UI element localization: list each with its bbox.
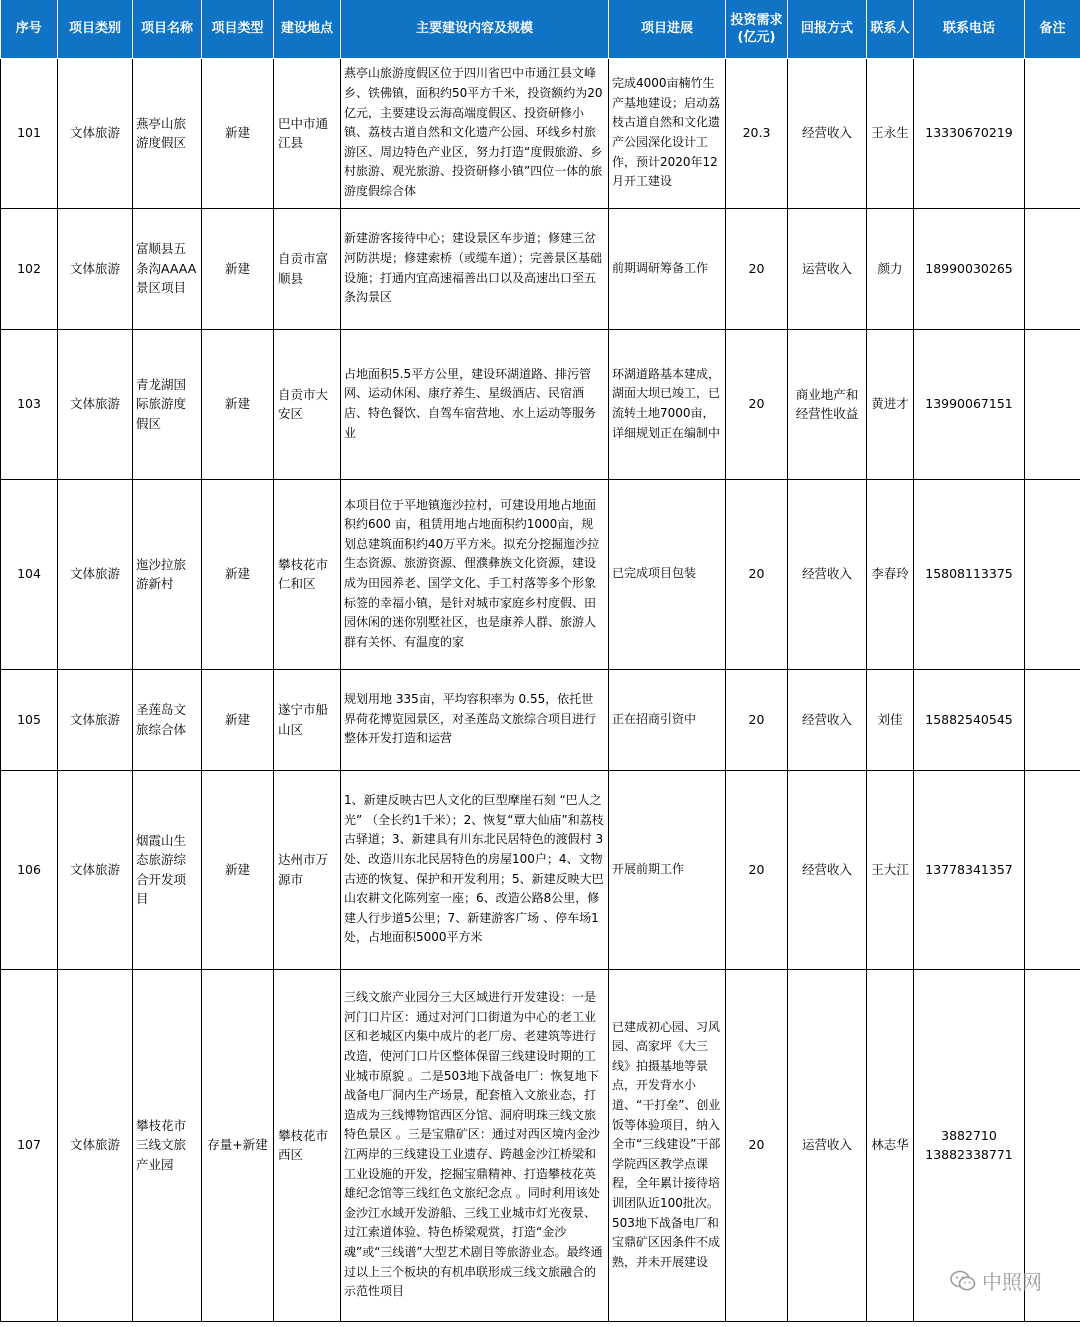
cell-remark	[1025, 329, 1080, 479]
cell-content: 规划用地 335亩，平均容积率为 0.55，依托世界荷花博览园景区，对圣莲岛文旅综合项目进行整体开发打造和运营	[341, 669, 609, 770]
header-remark: 备注	[1025, 0, 1080, 58]
cell-category: 文体旅游	[58, 770, 133, 969]
cell-name: 圣莲岛文旅综合体	[133, 669, 202, 770]
cell-category: 文体旅游	[58, 58, 133, 208]
cell-category: 文体旅游	[58, 969, 133, 1321]
cell-content: 1、新建反映古巴人文化的巨型摩崖石刻 “巴人之光” （全长约1千米）；2、恢复“覃大仙庙”和荔枝古驿道；3、新建具有川东北民居特色的渡假村 3处、改造川东北民居特色的房屋100户；4、文物古迹的恢复、保护和开发利用；5、新建反映大巴山农耕文化陈列室一座；6、改造公路8公里，修建人行步道5公里；7、新建游客广场 、停车场1处，占地面积5000平方米	[341, 770, 609, 969]
cell-content: 本项目位于平地镇迤沙拉村，可建设用地占地面积约600 亩，租赁用地占地面积约1000亩，规划总建筑面积约40万平方米。拟充分挖掘迤沙拉生态资源、旅游资源、俚濮彝族文化资源，建设成为田园养老、国学文化、手工村落等多个形象标签的幸福小镇，是针对城市家庭乡村度假、田园休闲的迷你别墅社区，也是康养人群、旅游人群有关怀、有温度的家	[341, 479, 609, 669]
cell-type: 新建	[202, 770, 274, 969]
cell-location: 遂宁市船山区	[274, 669, 341, 770]
cell-seq: 102	[1, 208, 58, 329]
cell-contact: 王大江	[867, 770, 914, 969]
table-row	[1, 669, 1080, 770]
header-return: 回报方式	[788, 0, 867, 58]
cell-contact: 李春玲	[867, 479, 914, 669]
cell-content: 占地面积5.5平方公里，建设环湖道路、排污管网、运动休闲、康疗养生、星级酒店、民宿酒店、特色餐饮、自驾车宿营地、水上运动等服务业	[341, 329, 609, 479]
cell-seq: 103	[1, 329, 58, 479]
cell-investment: 20	[726, 669, 788, 770]
header-type: 项目类型	[202, 0, 274, 58]
cell-type: 新建	[202, 58, 274, 208]
cell-phone: 18990030265	[914, 208, 1025, 329]
cell-phone: 13778341357	[914, 770, 1025, 969]
cell-content: 燕亭山旅游度假区位于四川省巴中市通江县文峰乡、铁佛镇，面积约50平方千米，投资额约为20亿元，主要建设云海高端度假区、投资研修小镇、荔枝古道自然和文化遗产公园、环线乡村旅游区、周边特色产业区，努力打造“度假旅游、乡村旅游、观光旅游、投资研修小镇”四位一体的旅游度假综合体	[341, 58, 609, 208]
cell-investment: 20.3	[726, 58, 788, 208]
table-row	[1, 969, 1080, 1321]
cell-type: 新建	[202, 329, 274, 479]
cell-contact: 王永生	[867, 58, 914, 208]
cell-location: 自贡市富顺县	[274, 208, 341, 329]
cell-contact: 颜力	[867, 208, 914, 329]
table-row	[1, 58, 1080, 208]
cell-investment: 20	[726, 479, 788, 669]
watermark-text: 中照网	[982, 1270, 1042, 1294]
cell-phone: 13330670219	[914, 58, 1025, 208]
cell-seq: 107	[1, 969, 58, 1321]
table-row	[1, 770, 1080, 969]
cell-return: 经营收入	[788, 669, 867, 770]
cell-contact: 黄进才	[867, 329, 914, 479]
cell-content: 三线文旅产业园分三大区域进行开发建设：一是河门口片区：通过对河门口街道为中心的老工业区和老城区内集中成片的老厂房、老建筑等进行改造，使河门口片区整体保留三线建设时期的工业城市原貌 。二是503地下战备电厂：恢复地下战备电厂洞内生产场景，配套植入文旅业态，打造成为三线博物馆西区分馆、洞府明珠三线文旅特色景区 。三是宝鼎矿区：通过对西区境内金沙江两岸的三线建设工业遗存、跨越金沙江桥梁和工业设施的开发，挖掘宝鼎精神、打造攀枝花英雄纪念馆等三线红色文旅纪念点 。同时利用该处金沙江水域开发游船、三线工业城市灯光夜景、过江索道体验、特色桥梁观赏，打造“金沙魂”或“三线谱”大型艺术剧目等旅游业态。最终通过以上三个板块的有机串联形成三线文旅融合的示范性项目	[341, 969, 609, 1321]
wechat-icon	[950, 1270, 976, 1292]
cell-seq: 106	[1, 770, 58, 969]
cell-phone: 15882540545	[914, 669, 1025, 770]
cell-remark	[1025, 770, 1080, 969]
cell-progress: 开展前期工作	[609, 770, 726, 969]
cell-name: 攀枝花市三线文旅产业园	[133, 969, 202, 1321]
header-contact: 联系人	[867, 0, 914, 58]
cell-return: 运营收入	[788, 969, 867, 1321]
cell-location: 攀枝花市西区	[274, 969, 341, 1321]
cell-investment: 20	[726, 770, 788, 969]
cell-seq: 104	[1, 479, 58, 669]
header-phone: 联系电话	[914, 0, 1025, 58]
cell-category: 文体旅游	[58, 479, 133, 669]
header-content: 主要建设内容及规模	[341, 0, 609, 58]
cell-return: 经营收入	[788, 479, 867, 669]
table-row	[1, 479, 1080, 669]
cell-location: 攀枝花市仁和区	[274, 479, 341, 669]
table-row	[1, 329, 1080, 479]
cell-remark	[1025, 479, 1080, 669]
header-investment: 投资需求 (亿元)	[726, 0, 788, 58]
cell-contact: 刘佳	[867, 669, 914, 770]
cell-phone: 15808113375	[914, 479, 1025, 669]
cell-location: 巴中市通江县	[274, 58, 341, 208]
cell-progress: 前期调研筹备工作	[609, 208, 726, 329]
cell-investment: 20	[726, 969, 788, 1321]
cell-remark	[1025, 208, 1080, 329]
cell-progress: 已建成初心园、习风园、高家坪《大三线》拍摄基地等景点，开发背水小道、“干打垒”、创业饭等体验项目，纳入全市“三线建设”干部学院西区教学点课程，全年累计接待培训团队近100批次。503地下战备电厂和宝鼎矿区因条件不成熟，并未开展建设	[609, 969, 726, 1321]
cell-investment: 20	[726, 208, 788, 329]
cell-category: 文体旅游	[58, 329, 133, 479]
cell-progress: 正在招商引资中	[609, 669, 726, 770]
cell-type: 新建	[202, 208, 274, 329]
cell-name: 青龙湖国际旅游度假区	[133, 329, 202, 479]
cell-remark	[1025, 58, 1080, 208]
cell-progress: 环湖道路基本建成，湖面大坝已竣工，已流转土地7000亩，详细规划正在编制中	[609, 329, 726, 479]
cell-content: 新建游客接待中心；建设景区车步道；修建三岔河防洪堤；修建索桥（或缆车道）；完善景区基础设施；打通内宜高速福善出口以及高速出口至五条沟景区	[341, 208, 609, 329]
header-progress: 项目进展	[609, 0, 726, 58]
cell-return: 经营收入	[788, 58, 867, 208]
cell-investment: 20	[726, 329, 788, 479]
cell-progress: 完成4000亩楠竹生产基地建设；启动荔枝古道自然和文化遗产公园深化设计工作，预计2020年12月开工建设	[609, 58, 726, 208]
cell-seq: 105	[1, 669, 58, 770]
phone-line-1: 3882710	[941, 1127, 997, 1143]
phone-line-2: 13882338771	[925, 1147, 1013, 1162]
header-row	[1, 0, 1080, 58]
cell-name: 烟霞山生态旅游综合开发项目	[133, 770, 202, 969]
cell-category: 文体旅游	[58, 669, 133, 770]
cell-contact: 林志华	[867, 969, 914, 1321]
cell-seq: 101	[1, 58, 58, 208]
header-name: 项目名称	[133, 0, 202, 58]
cell-type: 新建	[202, 669, 274, 770]
cell-name: 燕亭山旅游度假区	[133, 58, 202, 208]
cell-location: 自贡市大安区	[274, 329, 341, 479]
cell-name: 富顺县五条沟AAAA景区项目	[133, 208, 202, 329]
cell-location: 达州市万源市	[274, 770, 341, 969]
header-location: 建设地点	[274, 0, 341, 58]
cell-name: 迤沙拉旅游新村	[133, 479, 202, 669]
cell-type: 新建	[202, 479, 274, 669]
cell-return: 经营收入	[788, 770, 867, 969]
header-seq: 序号	[1, 0, 58, 58]
cell-return: 运营收入	[788, 208, 867, 329]
table-row	[1, 208, 1080, 329]
cell-progress: 已完成项目包装	[609, 479, 726, 669]
cell-remark	[1025, 669, 1080, 770]
watermark	[950, 1266, 1042, 1295]
header-category: 项目类别	[58, 0, 133, 58]
cell-type: 存量+新建	[202, 969, 274, 1321]
cell-category: 文体旅游	[58, 208, 133, 329]
cell-phone: 13990067151	[914, 329, 1025, 479]
cell-return: 商业地产和经营性收益	[788, 329, 867, 479]
